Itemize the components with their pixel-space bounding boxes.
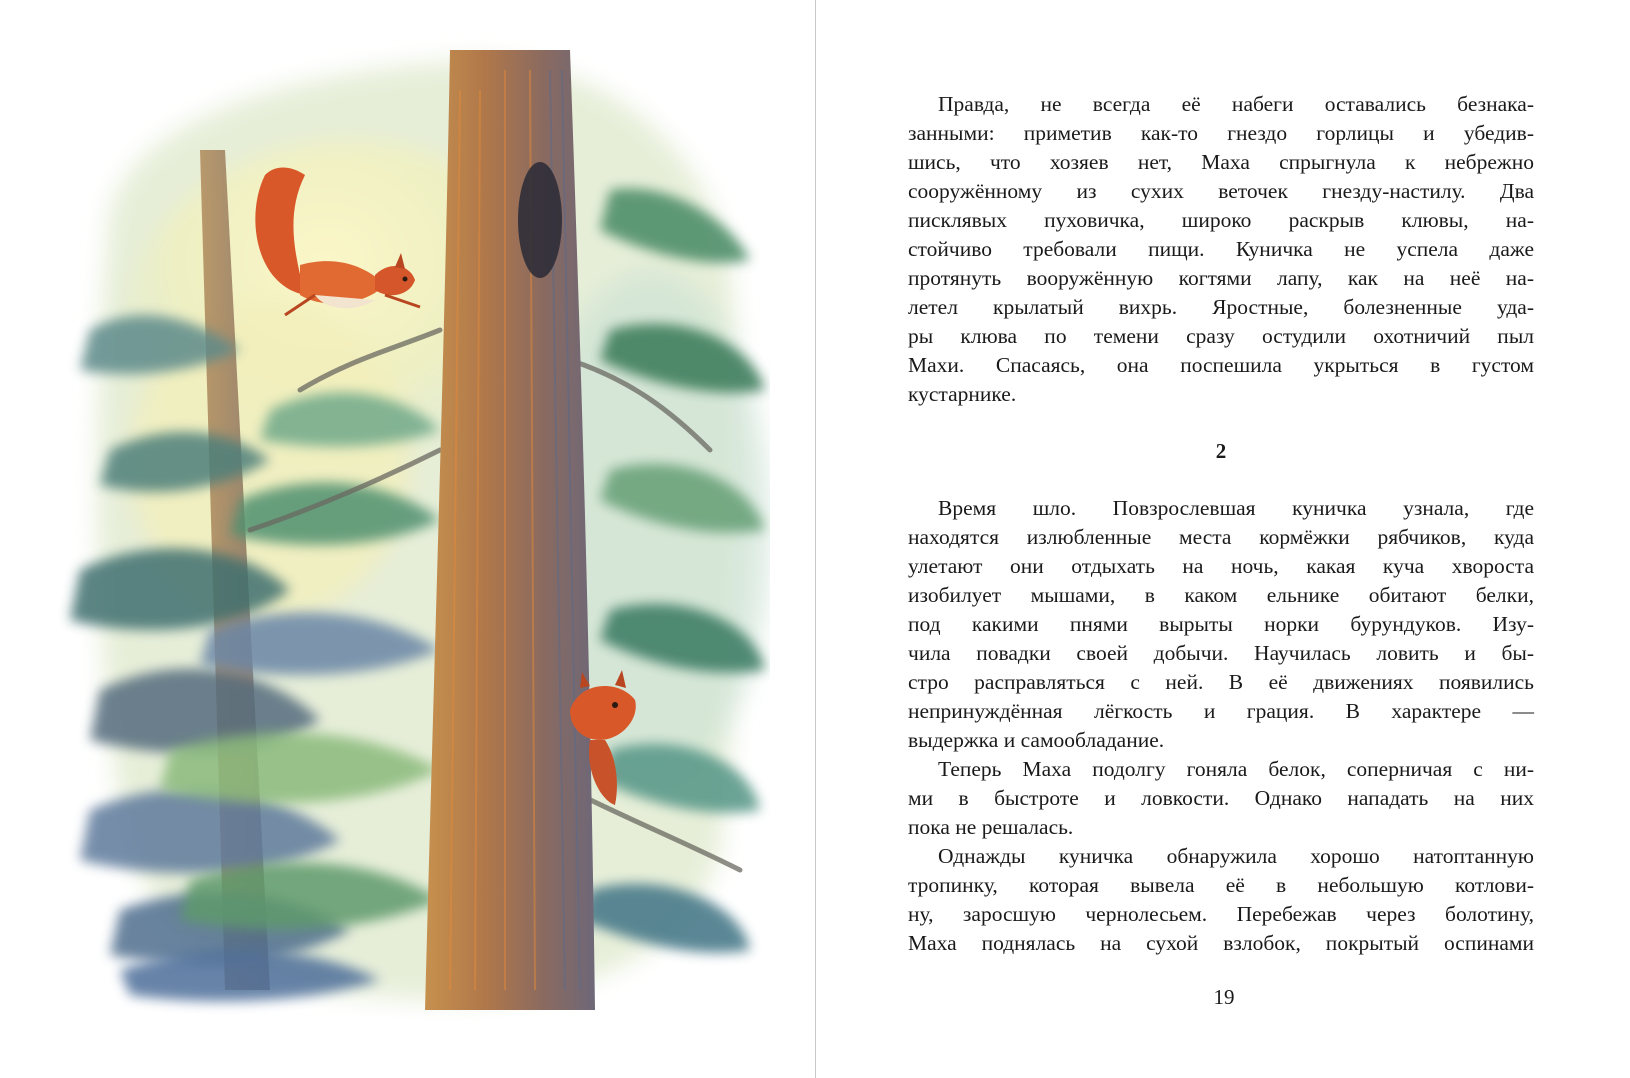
text-line: тропинку, которая вывела её в небольшую котлови-: [908, 873, 1534, 897]
paragraph-4: [908, 842, 1534, 958]
text-line: кустарнике.: [908, 382, 1017, 406]
text-line: ну, заросшую чернолесьем. Перебежав через болотину,: [908, 902, 1534, 926]
text-line: стро расправляться с ней. В её движениях появились: [908, 670, 1534, 694]
text-line: улетают они отдыхать на ночь, какая куча хвороста: [908, 554, 1534, 578]
text-line: сооружённому из сухих веточек гнезду-настилу. Два: [908, 179, 1534, 203]
text-line: стойчиво требовали пищи. Куничка не успела даже: [908, 237, 1534, 261]
text-line: ры клюва по темени сразу остудили охотничий пыл: [908, 324, 1534, 348]
text-line: под какими пнями вырыты норки бурундуков. Изу-: [908, 612, 1534, 636]
text-line: Правда, не всегда её набеги оставались безнака-: [938, 92, 1534, 116]
text-line: Маха поднялась на сухой взлобок, покрытый оспинами: [908, 931, 1534, 955]
text-line: Теперь Маха подолгу гоняла белок, соперничая с ни-: [938, 757, 1534, 781]
text-line: ми в быстроте и ловкости. Однако нападать на них: [908, 786, 1534, 810]
text-line: писклявых пуховичка, широко раскрыв клювы, на-: [908, 208, 1534, 232]
main-tree-trunk: [425, 50, 595, 1010]
text-line: шись, что хозяев нет, Маха спрыгнула к небрежно: [908, 150, 1534, 174]
text-line: Время шло. Повзрослевшая куничка узнала, где: [938, 496, 1534, 520]
page-number: 19: [1213, 985, 1235, 1009]
text-line: непринуждённая лёгкость и грация. В характере —: [908, 699, 1534, 723]
forest-squirrels-illustration: [50, 30, 770, 1020]
right-page: [816, 0, 1630, 1078]
chapter-number: 2: [1215, 439, 1227, 463]
text-line: чила повадки своей добычи. Научилась ловить и бы-: [908, 641, 1534, 665]
text-line: протянуть вооружённую когтями лапу, как на неё на-: [908, 266, 1534, 290]
paragraph-3: [908, 755, 1534, 842]
text-line: изобилует мышами, в каком ельнике обитают белки,: [908, 583, 1534, 607]
text-line: выдержка и самообладание.: [908, 728, 1165, 752]
text-line: занными: приметив как-то гнездо горлицы и убедив-: [908, 121, 1534, 145]
text-line: Махи. Спасаясь, она поспешила укрыться в густом: [908, 353, 1534, 377]
text-line: пока не решалась.: [908, 815, 1074, 839]
paragraph-1: [908, 90, 1534, 409]
text-block: [908, 90, 1534, 958]
paragraph-2: [908, 494, 1534, 755]
text-line: находятся излюбленные места кормёжки рябчиков, куда: [908, 525, 1534, 549]
text-line: Однажды куничка обнаружила хорошо натоптанную: [938, 844, 1534, 868]
text-line: летел крылатый вихрь. Яростные, болезненные уда-: [908, 295, 1534, 319]
